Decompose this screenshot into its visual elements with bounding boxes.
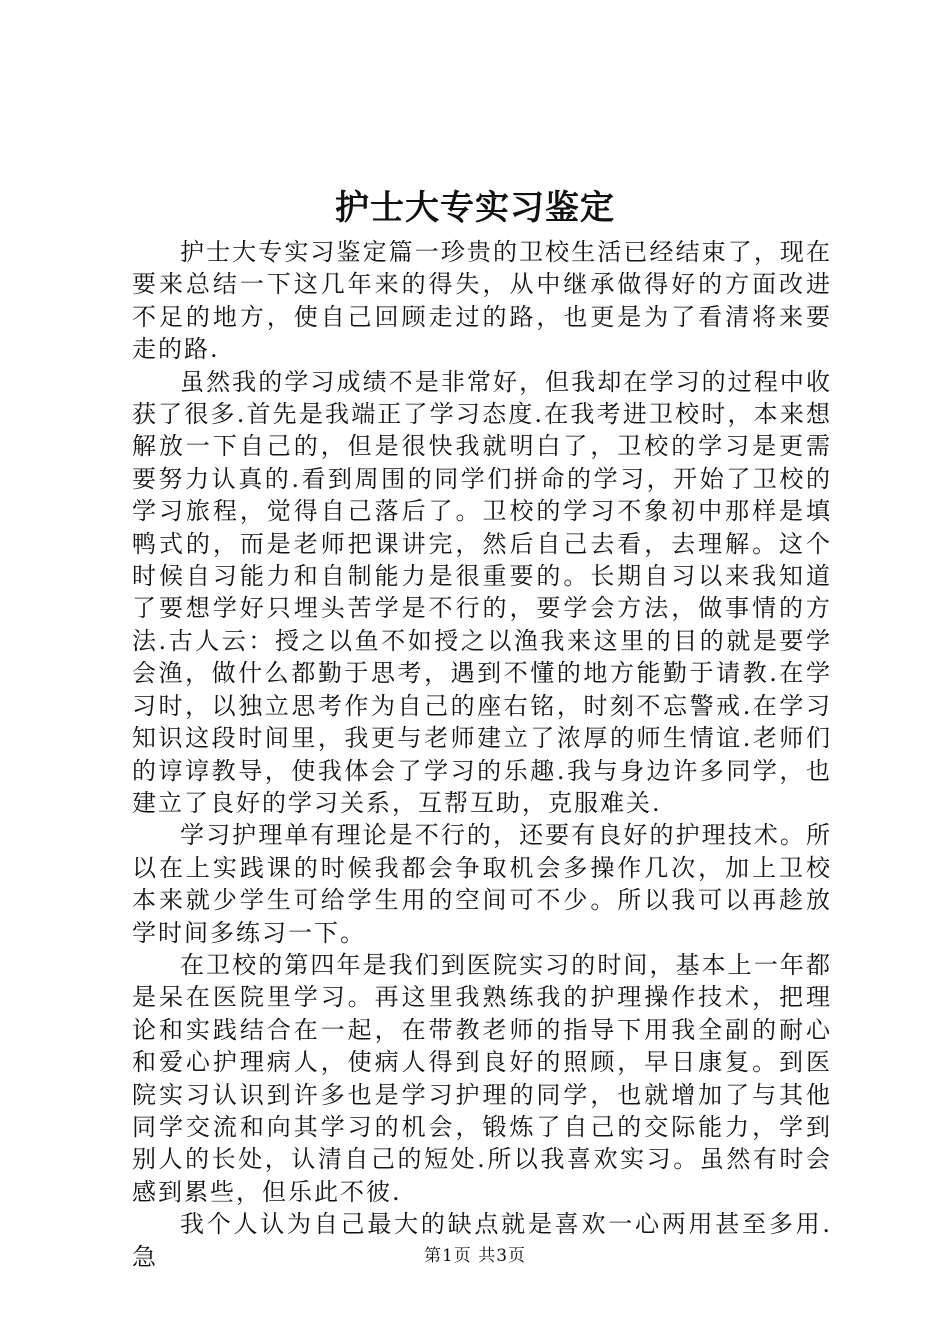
page-footer: 第1页 共3页 bbox=[423, 1246, 527, 1266]
paragraph: 虽然我的学习成绩不是非常好，但我却在学习的过程中收获了很多.首先是我端正了学习态度.在我考进卫校时，本来想解放一下自己的，但是很快我就明白了，卫校的学习是更需要努力认真的.看到周围的同学们拼命的学习，开始了卫校的学习旅程，觉得自己落后了。卫校的学习不象初中那样是填鸭式的，而是老师把课讲完，然后自己去看，去理解。这个时候自习能力和自制能力是很重要的。长期自习以来我知道了要想学好只埋头苦学是不行的，要学会方法，做事情的方法.古人云：授之以鱼不如授之以渔我来这里的目的就是要学会渔，做什么都勤于思考，遇到不懂的地方能勤于请教.在学习时，以独立思考作为自己的座右铭，时刻不忘警戒.在学习知识这段时间里，我更与老师建立了浓厚的师生情谊.老师们的谆谆教导，使我体会了学习的乐趣.我与身边许多同学，也建立了良好的学习关系，互帮互助，克服难关. bbox=[132, 367, 832, 817]
document-body bbox=[132, 236, 832, 1273]
paragraph: 护士大专实习鉴定篇一珍贵的卫校生活已经结束了，现在要来总结一下这几年来的得失，从中继承做得好的方面改进不足的地方，使自己回顾走过的路，也更是为了看清将来要走的路. bbox=[132, 238, 832, 364]
document-title: 护士大专实习鉴定 bbox=[335, 188, 615, 228]
paragraph: 在卫校的第四年是我们到医院实习的时间，基本上一年都是呆在医院里学习。再这里我熟练我的护理操作技术，把理论和实践结合在一起，在带教老师的指导下用我全副的耐心和爱心护理病人，使病人得到良好的照顾，早日康复。到医院实习认识到许多也是学习护理的同学，也就增加了与其他同学交流和向其学习的机会，锻炼了自己的交际能力，学到别人的长处，认清自己的短处.所以我喜欢实习。虽然有时会感到累些，但乐此不彼. bbox=[132, 950, 832, 1206]
paragraph: 学习护理单有理论是不行的，还要有良好的护理技术。所以在上实践课的时候我都会争取机会多操作几次，加上卫校本来就少学生可给学生用的空间可不少。所以我可以再趁放学时间多练习一下。 bbox=[132, 821, 832, 947]
paragraph: 我个人认为自己最大的缺点就是喜欢一心两用甚至多用.急 bbox=[132, 1210, 832, 1271]
